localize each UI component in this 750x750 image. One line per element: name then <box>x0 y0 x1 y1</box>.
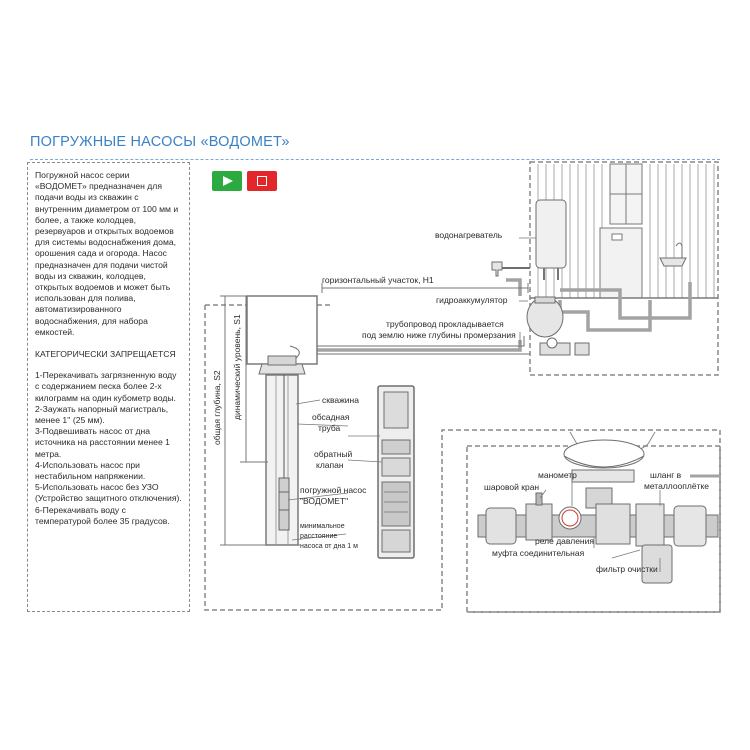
label-min-dist-line3: насоса от дна 1 м <box>300 543 358 550</box>
pump-detail <box>378 386 414 558</box>
label-filter: фильтр очистки <box>596 564 658 574</box>
prohibited-heading: КАТЕГОРИЧЕСКИ ЗАПРЕЩАЕТСЯ <box>35 349 176 360</box>
label-coupling: муфта соединительная <box>492 548 585 558</box>
detail-assembly <box>478 432 720 583</box>
label-check-valve-line1: обратный <box>314 449 353 459</box>
faucet-icon <box>492 262 502 276</box>
prohibited-item: 1-Перекачивать загрязненную воду с содержанием песка более 2-х килограмм на один кубометр воды. <box>35 370 177 403</box>
label-total-depth: общая глубина, S2 <box>212 370 222 445</box>
label-hose-line2: металлооплётке <box>644 481 710 491</box>
label-manometer: манометр <box>538 470 577 480</box>
prohibited-item: 5-Использовать насос без УЗО (Устройство защитного отключения). <box>35 482 182 504</box>
label-well: скважина <box>322 395 359 405</box>
label-dynamic-level: динамический уровень, S1 <box>232 314 242 420</box>
prohibited-item: 2-Заужать напорный магистраль, менее 1'' (25 мм). <box>35 403 169 426</box>
water-heater <box>536 200 566 280</box>
borehole <box>266 375 298 545</box>
label-ball-valve: шаровой кран <box>484 482 540 492</box>
prohibited-item: 4-Использовать насос при нестабильном напряжении. <box>35 459 146 482</box>
well-head <box>247 296 317 374</box>
sink-icon <box>660 258 686 266</box>
label-water-heater: водонагреватель <box>435 230 503 240</box>
label-pump-line2: "ВОДОМЕТ" <box>300 496 349 506</box>
label-pipeline-line1: трубопровод прокладывается <box>386 319 504 329</box>
prohibited-item: 6-Перекачивать воду с температурой более 35 градусов. <box>35 504 170 526</box>
page-title: ПОГРУЖНЫЕ НАСОСЫ «ВОДОМЕТ» <box>30 134 290 150</box>
label-pressure-switch: реле давления <box>535 536 594 546</box>
label-horizontal-section: горизонтальный участок, H1 <box>322 275 434 285</box>
label-pipeline-line2: под землю ниже глубины промерзания <box>362 330 516 340</box>
label-min-dist-line1: минимальное <box>300 523 345 530</box>
label-hose-line1: шланг в <box>650 470 682 480</box>
label-min-dist-line2: расстояние <box>300 533 338 540</box>
label-check-valve-line2: клапан <box>316 460 344 470</box>
prohibited-item: 3-Подвешивать насос от дна источника на расстоянии менее 1 метра. <box>35 426 170 459</box>
intro-text: Погружной насос серии «ВОДОМЕТ» предназначен для подачи воды из скважин с внутренним диаметром от 100 мм и более, а также колодцев, резервуаров и открытых водоемов для системы водоснабжения дома, орошения сада и огорода. Насос предназначен для подачи чистой воды из скважин, колодцев, открытых водоемов и может быть использован для полива, автоматизированного водоснабжения, для набора емкостей. <box>35 170 179 337</box>
label-casing-line1: обсадная <box>312 412 350 422</box>
label-pump-line1: погружной насос <box>300 485 367 495</box>
label-accumulator: гидроаккумулятор <box>436 295 508 305</box>
label-casing-line2: труба <box>318 423 341 433</box>
